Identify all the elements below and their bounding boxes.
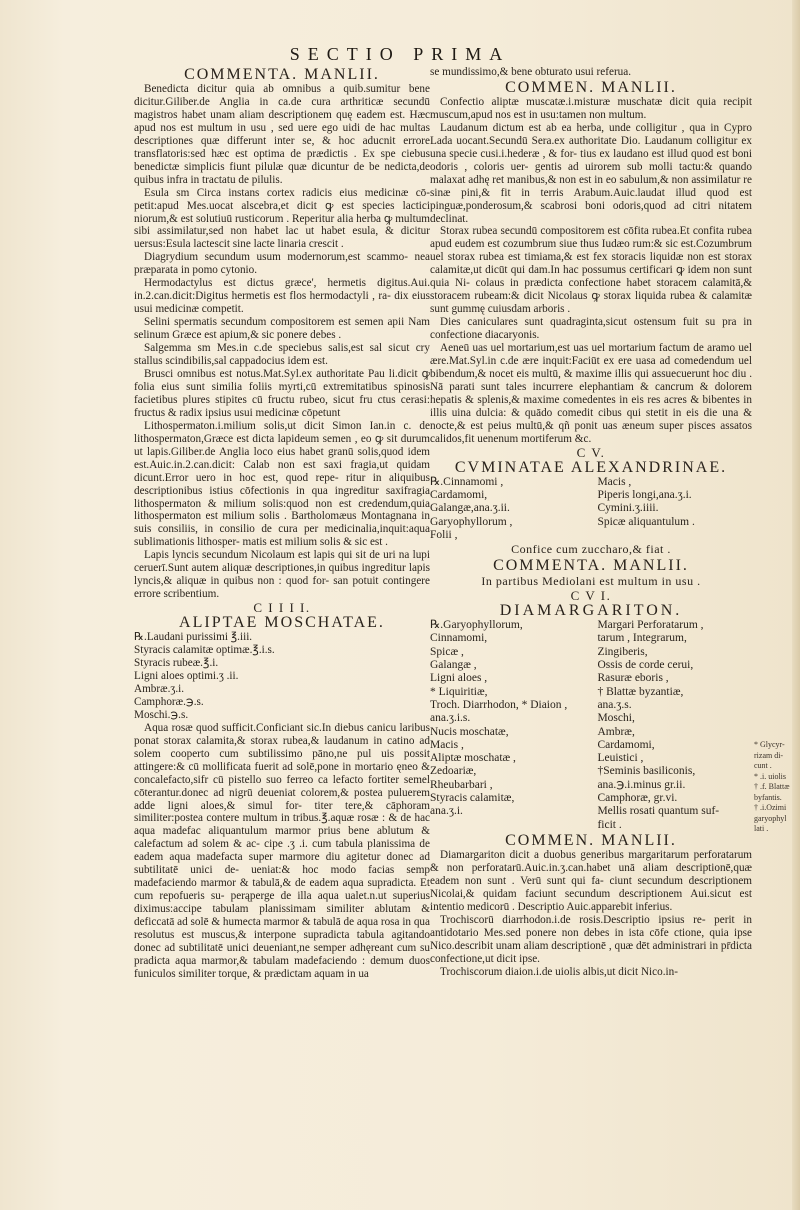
paragraph: Lithospermaton.i.milium solis,ut dicit Simon Ian.in c. de lithospermaton,Græce est dicta lapideum semen , eo ꝙ sit durum ut lapis.Giliber.de Anglia loco eius habet granū solis,quod idem est.Auic.in.2.can.dicit: Calab non est saxi fragia,ut quidam dicunt.Error uero in hoc est, quod repe- ritur in aliquibus descriptionibus istius cōfectionis in qua ingreditur saxifragia lithospermaton & milium solis:quod non est credendum,quia lithospermaton est milium solis . Bartholomæus Montagnana in suis consiliis, in consilio de cura per medicinalia,inquit:aqua sublimationis lithosper- matis est milium solis & sic est . bbox=[134, 419, 430, 549]
recipe-line: ℞.Cinnamomi , bbox=[430, 475, 504, 488]
margin-note: garyophyl bbox=[754, 813, 787, 823]
recipe-line: Cinnamomi, bbox=[430, 632, 488, 645]
margin-note: † .f. Blattæ bbox=[754, 782, 790, 791]
paragraph: se mundissimo,& bene obturato usui referua. bbox=[430, 66, 632, 78]
paragraph: Trochiscorum diaion.i.de uiolis albis,ut dicit Nico.in- bbox=[440, 965, 678, 978]
recipe-line: ℞.Laudani purissimi ℥.iii. bbox=[134, 631, 253, 644]
recipe-line: † Blattæ byzantiæ, bbox=[597, 685, 684, 698]
recipe-line: Ambræ.ʒ.i. bbox=[134, 682, 185, 695]
recipe-line: Spicæ , bbox=[430, 645, 464, 658]
recipe-line: Styracis calamitæ, bbox=[430, 792, 515, 805]
recipe-line: Styracis rubeæ.℥.i. bbox=[134, 657, 219, 670]
recipe-line: Ambræ, bbox=[597, 725, 635, 738]
paragraph: Benedicta dicitur quia ab omnibus a quib.sumitur bene dicitur.Giliber.de Anglia in ca.de cura arthriticæ secundū magistros habet unam aliam descriptionem quę eadem est. Hæc apud nos est multum in usu , sed uere ego uidi de hac multas descriptiones quæ differunt inter se, & hoc aducnit errore transflatoris:sed hæc est optima de prædictis . Ex spe ciebus benedictæ simplicis fiunt pilulæ quæ dicuntur de be nedicta,de quibus infra in tractatu de pilulis. bbox=[134, 83, 430, 186]
left-column bbox=[134, 66, 430, 981]
heading-cuminatae: CVMINATAE ALEXANDRINAE. bbox=[454, 458, 728, 476]
paragraph: Hermodactylus est dictus græce', hermetis digitus.Aui. in.2.can.dicit:Digitus hermetis est flos hermodactyli , ra- dix eius usui medicinæ competit. bbox=[134, 277, 430, 316]
margin-note: lati . bbox=[754, 824, 769, 833]
margin-note: byfantis. bbox=[754, 792, 782, 802]
recipe-line: ℞.Garyophyllorum, bbox=[430, 619, 523, 632]
recipe-line: Mellis rosati quantum suf- bbox=[597, 805, 720, 818]
recipe-columns bbox=[430, 476, 752, 542]
paragraph: Lapis lyncis secundum Nicolaum est lapis qui sit de uri na lupi ceruerī.Sunt autem aliquæ descriptiones,in quibus ingreditur lapis lyncis,& aliquæ in quibus non : quod for- san potuit contingere errore scribentium. bbox=[134, 549, 430, 601]
margin-note: * .i. uiolis bbox=[754, 771, 787, 781]
recipe-line: Rheubarbari , bbox=[430, 778, 493, 791]
recipe-columns bbox=[430, 619, 752, 832]
heading-aliptae-moschatae: ALIPTAE MOSCHATAE. bbox=[179, 614, 385, 632]
recipe-line: ana.ʒ.s. bbox=[597, 698, 632, 711]
right-column bbox=[430, 66, 752, 978]
paragraph: Storax rubea secundū compositorem est cōfita rubea.Et confita rubea apud eudem est cozumbrum siue thus Iudæo rum:& sic est.Cozumbrum uel storax rubea est timiama,& est fex storacis liquidæ non est storax calamitæ,ut dicūt qui dam.In hac possumus certificari ꝙ idem non sunt quia Ni- colaus in prædicta confectione habet storacem calamitā,& storacem rubeam:& dicit Nicolaus ꝙ storax liquida rubea & calamitæ sunt gummę cuiusdam arboris . bbox=[430, 225, 752, 316]
section-number: C V. bbox=[576, 444, 606, 460]
recipe-line: Styracis calamitæ optimæ.℥.i.s. bbox=[134, 644, 275, 657]
margin-note: * Glycyr- bbox=[754, 740, 785, 749]
heading-diamargariton: DIAMARGARITON. bbox=[499, 602, 683, 620]
recipe-line: ficit . bbox=[597, 818, 622, 831]
margin-notes bbox=[754, 740, 798, 835]
recipe-line: Piperis longi,ana.ʒ.i. bbox=[597, 488, 692, 501]
recipe-line: * Liquiritiæ, bbox=[430, 685, 488, 698]
subheading: In partibus Mediolani est multum in usu . bbox=[481, 574, 701, 589]
recipe-line: Ligni aloes , bbox=[430, 672, 488, 685]
recipe-line: ana.ʒ.i. bbox=[430, 805, 463, 818]
paragraph: Laudanum dictum est ab ea herba, unde colligitur , qua in Cypro Lada uocant.Secundū Sera.ex authoritate Dio. Laudanum colligitur ex una specie cusi.i.hederæ , & for- tius ex laudano est illud quod est boni odoris , coloris uer- gentis ad uirorem sub molli tactu:& quando malaxat adhę ret manibus,& non est in eo sabulum,& non assimilatur re sinæ pini,& fit in terris Arabum.Auic.laudat illud quod est pinguæ,ponderosum,& scabrosi boni odoris,quod ad citri nitatem declinat. bbox=[430, 121, 752, 225]
paragraph: Aqua rosæ quod sufficit.Conficiant sic.In diebus canicu laribus ponat storax calamita,& storax rubea,& laudanum in catino ad solem cooperto cum subtilissimo pāno,ne pul uis possit attingere:& cū mollificata fuerit ad solē,pone in mortario ęneo & concalefacto,sifr cū pistello suo ferreo ca lefacto fortiter semel cōterantur.donec ad nigrū deueniat colorem,& postea puluerem adde ligni aloes,& simul for- titer tere,& cāphoram similiter:postea contere multum in tribus.℥.aquæ rosæ : & de hac aqua madefac aliquantulum marmor prius bene ablutum & calefactum ad solem & ac- cipe .ʒ .i. cum tabula planissima de eadem aqua madefacta super marmore diu agitetur donec ad subtilitatē unici de- ueniat:& hoc modo facias semp madefaciendo marmor & tabulā,& de eadem aqua supradicta. Et cum repofueris su- perąperge de illa aqua ualet.n.ut superius diximus:accipe tabulam planissimam similiter ablutam & deficcatā ad solē & humecta marmor & tabulā de aqua rosa in qua resolutus est muscus,& interpone supradicta tabula agitando donec ad subtilitatē unici deueniant,ne semper adhęreant cum su pradicta aqua marmor,& tabulam madefaciendo : demum duos funiculos similiter torque, & prædictam aquam in ua bbox=[134, 721, 430, 980]
recipe-line: Folii , bbox=[430, 528, 458, 541]
recipe-line: Garyophyllorum , bbox=[430, 515, 513, 528]
recipe-line: Cardamomi, bbox=[597, 738, 655, 751]
recipe-line: Moschi.℈.s. bbox=[134, 708, 189, 721]
recipe-line: Zedoariæ, bbox=[430, 765, 477, 778]
recipe-line: Camphoræ.℈.s. bbox=[134, 695, 204, 708]
paragraph: Trochiscorū diarrhodon.i.de rosis.Descriptio ipsius re- perit in antidotario Mes.sed ponere non debes in ista cōfe ctione, quia ipse Nico.describit unam aliam descriptionē , quæ dēt administrari in pr̄dicta confectione,ut dicit ipse. bbox=[430, 913, 752, 965]
paragraph: Selini spermatis secundum compositorem est semen apii Nam selinum Græce est apium,& sic ponere debes . bbox=[134, 316, 430, 342]
page-edge-shadow bbox=[792, 0, 800, 1210]
recipe-line: Rasuræ eboris , bbox=[597, 672, 669, 685]
paragraph: Aeneū uas uel mortarium,est uas uel mortarium factum de aramo uel ære.Mat.Syl.in c.de ære inquit:Faciūt ex ere uasa ad comedendum uel bibendum,& nocet eis multū, & maxime illis qui assuecuerunt hoc diu . Nā parati sunt tales incurrere elephantiam & cancrum & dolorem hepatis & splenis,& maxime comedentes in eis res acres & bibentes in illis uina dulcia: & quādo comedit cibus qui stetit in eis die una & nocte,& est peius multū,& qñ ponit uas æneum super pisces assatos calidos,fit uenenum mortiferum &c. bbox=[430, 342, 752, 445]
recipe-line: Galangæ,ana.ʒ.ii. bbox=[430, 502, 510, 515]
recipe-list bbox=[134, 631, 430, 722]
running-head: SECTIO PRIMA bbox=[289, 44, 511, 64]
recipe-line: Leuistici , bbox=[597, 752, 644, 765]
recipe-line: Galangæ , bbox=[430, 659, 477, 672]
recipe-line: Macis , bbox=[430, 738, 464, 751]
paragraph: Dies caniculares sunt quadraginta,sicut ostensum fuit su pra in confectione diacaryonis. bbox=[430, 316, 752, 342]
margin-note: † .i.Ozimi bbox=[754, 803, 787, 812]
section-number: C V I. bbox=[570, 588, 612, 604]
confice-line: Confice cum zuccharo,& fiat . bbox=[511, 542, 671, 557]
recipe-line: Spicæ aliquantulum . bbox=[597, 515, 695, 528]
recipe-line: Ossis de corde cerui, bbox=[597, 659, 694, 672]
recipe-line: Troch. Diarrhodon, * Diaion , bbox=[430, 698, 568, 711]
recipe-line: †Seminis basiliconis, bbox=[597, 765, 696, 778]
recipe-line: tarum , Integrarum, bbox=[597, 632, 687, 645]
paragraph: Esula sm Circa instans cortex radicis eius medicinæ cō- petit:apud Mes.uocat alscebra,et dicit ꝙ est species lactici niorum,& est solutiuū rusticorum . Reperitur alia herba ꝙ multum sibi assimilatur,sed non habet lac ut habet esula, & dicitur uersus:Esula lactescit sine lacte linaria crescit . bbox=[134, 186, 430, 251]
recipe-line: Moschi, bbox=[597, 712, 635, 725]
paragraph: Diamargariton dicit a duobus generibus margaritarum perforatarum & non perforatarū.Auic.in.ʒ.can.habet unā aliam descriptionē,quæ eadem non sunt . Verū sunt qui fa- ciunt secundum descriptionem Nicolai,& quidam faciunt secundum descriptionem Aui.sicut est intentio medicorū . Descriptio Auic.apparebit inferius. bbox=[430, 848, 752, 913]
paragraph: Diagrydium secundum usum modernorum,est scammo- nea præparata in pomo cytonio. bbox=[134, 251, 430, 277]
recipe-line: Aliptæ moschatæ , bbox=[430, 752, 516, 765]
margin-note: rizam di- bbox=[754, 750, 784, 760]
section-number: C I I I I. bbox=[253, 600, 311, 616]
recipe-line: Nucis moschatæ, bbox=[430, 725, 509, 738]
paragraph: Salgemma sm Mes.in c.de speciebus salis,est sal sicut cry stallus scindibilis,sal cappadocius idem est. bbox=[134, 342, 430, 368]
paragraph: Confectio aliptæ muscatæ.i.misturæ muschatæ dicit quia recipit muscum,apud nos est in usu:tamen non multum. bbox=[430, 95, 752, 121]
recipe-line: Ligni aloes optimi.ʒ .ii. bbox=[134, 669, 239, 682]
recipe-line: Camphoræ, gr.vi. bbox=[597, 792, 678, 805]
heading-commen-manlii: COMMEN. MANLII. bbox=[505, 831, 677, 849]
recipe-line: Cardamomi, bbox=[430, 488, 488, 501]
recipe-line: Macis , bbox=[597, 475, 632, 488]
margin-note: cunt . bbox=[754, 761, 772, 770]
recipe-line: Margari Perforatarum , bbox=[597, 619, 704, 632]
recipe-line: ana.℈.i.minus gr.ii. bbox=[597, 778, 686, 791]
recipe-line: ana.ʒ.i.s. bbox=[430, 712, 471, 725]
recipe-line: Zingiberis, bbox=[597, 645, 648, 658]
heading-commenta-manlii: COMMENTA. MANLII. bbox=[493, 557, 689, 575]
heading-commenta-manlii: COMMENTA. MANLII. bbox=[184, 66, 380, 83]
heading-commen-manlii: COMMEN. MANLII. bbox=[505, 78, 677, 96]
recipe-line: Cymini.ʒ.iiii. bbox=[597, 502, 659, 515]
paragraph: Brusci omnibus est notus.Mat.Syl.ex authoritate Pau li.dicit ꝙ folia eius sunt similia foliis myrti,cū extremitatibus spinosis facietibus plures stipites cū fructu rubeo, sicut fru ctus cerasi: fructus & radix ipsius usui medicinæ cōpetunt bbox=[134, 367, 430, 419]
